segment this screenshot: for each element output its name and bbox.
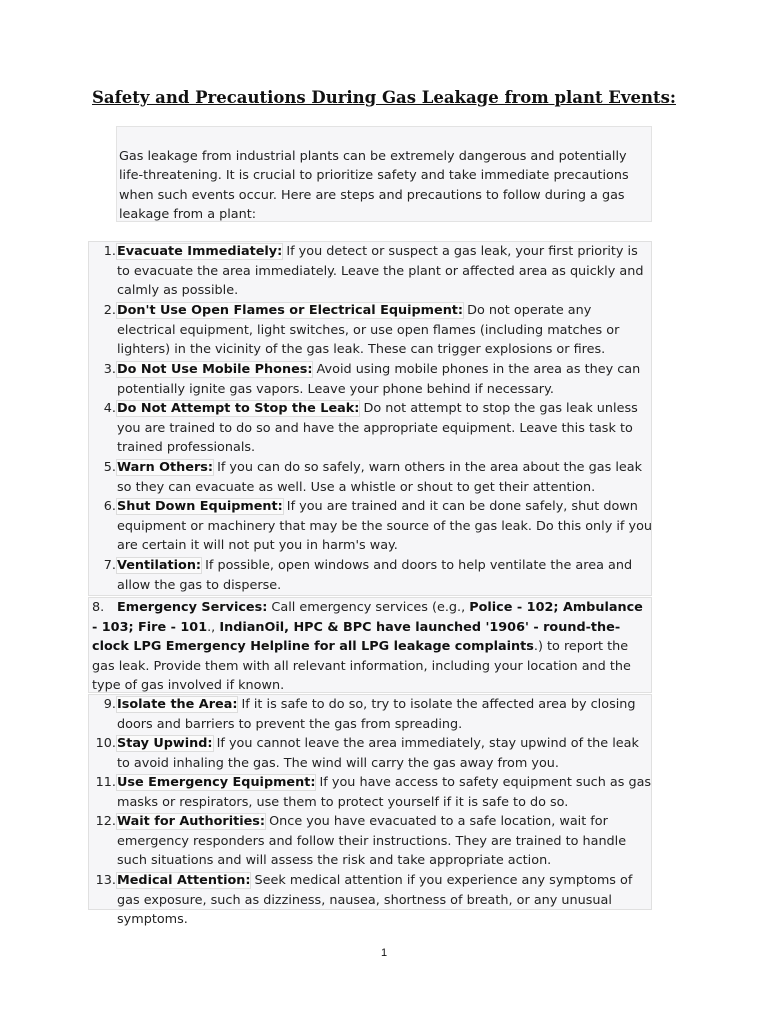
- item-heading: Emergency Services:: [117, 600, 268, 615]
- item-text: If you detect or suspect a gas leak, your first priority is to evacuate the area immediately. Leave the plant or affected area as quickly and calmly as possible.: [117, 244, 644, 299]
- item-heading: Do Not Use Mobile Phones:: [117, 362, 313, 377]
- item-number: 12.: [95, 814, 116, 829]
- intro-paragraph: Gas leakage from industrial plants can be extremely dangerous and potentially life-threatening. It is crucial to prioritize safety and take immediate precautions when such events occur. Here are steps and precautions to follow during a gas leakage from a plant:: [116, 126, 652, 222]
- item-number: 7.: [103, 558, 116, 573]
- item-text: Do not attempt to stop the gas leak unless you are trained to do so and have the appropriate equipment. Leave this task to trained professionals.: [117, 401, 638, 456]
- item-heading: Don't Use Open Flames or Electrical Equipment:: [117, 303, 464, 318]
- item-heading: Stay Upwind:: [117, 736, 213, 751]
- item-text: .,: [207, 619, 220, 635]
- lpg-helpline: IndianOil, HPC & BPC have launched '1906' - round-the-clock LPG Emergency Helpline for all LPG leakage complaints: [92, 619, 621, 655]
- item-text: Seek medical attention if you experience any symptoms of gas exposure, such as dizziness, nausea, shortness of breath, or any unusual symptoms.: [117, 873, 633, 928]
- item-text: If you cannot leave the area immediately, stay upwind of the leak to avoid inhaling the gas. The wind will carry the gas away from you.: [117, 736, 639, 771]
- item-heading: Warn Others:: [117, 460, 214, 475]
- emergency-item: [92, 598, 648, 696]
- item-number: 2.: [103, 303, 116, 318]
- item-number: 5.: [103, 460, 116, 475]
- emergency-numbers: Police - 102; Ambulance - 103; Fire - 101: [92, 600, 643, 635]
- item-heading: Isolate the Area:: [117, 697, 238, 712]
- item-text: If possible, open windows and doors to help ventilate the area and allow the gas to disperse.: [117, 558, 633, 593]
- item-number: 6.: [103, 499, 116, 514]
- item-text: Call emergency services (e.g.,: [267, 600, 470, 615]
- item-text: Avoid using mobile phones in the area as they can potentially ignite gas vapors. Leave your phone behind if necessary.: [117, 362, 641, 397]
- item-text: If you have access to safety equipment such as gas masks or respirators, use them to protect yourself if it is safe to do so.: [117, 775, 652, 810]
- item-heading: Do Not Attempt to Stop the Leak:: [117, 401, 360, 416]
- item-number: 11.: [95, 775, 116, 790]
- item-number: 10.: [95, 736, 116, 751]
- item-heading: Ventilation:: [117, 558, 202, 573]
- item-heading: Medical Attention:: [117, 873, 251, 888]
- item-heading: Evacuate Immediately:: [117, 244, 283, 259]
- item-number: 3.: [103, 362, 116, 377]
- item-number: 8.: [92, 600, 105, 615]
- item-number: 9.: [103, 697, 116, 712]
- item-number: 4.: [103, 401, 116, 416]
- item-heading: Shut Down Equipment:: [117, 499, 283, 514]
- item-text: Once you have evacuated to a safe location, wait for emergency responders and follow their instructions. They are trained to handle such situations and will assess the risk and take appropriate action.: [117, 814, 627, 869]
- page-number: 1: [380, 947, 388, 959]
- item-text: .) to report the gas leak. Provide them with all relevant information, including your location and the type of gas involved if known.: [92, 639, 631, 694]
- item-heading: Use Emergency Equipment:: [117, 775, 316, 790]
- item-text: Do not operate any electrical equipment, light switches, or use open flames (including matches or lighters) in the vicinity of the gas leak. These can trigger explosions or fires.: [117, 303, 620, 358]
- item-number: 1.: [103, 244, 116, 259]
- document-title: Safety and Precautions During Gas Leakage from plant Events:: [92, 88, 676, 107]
- item-text: If it is safe to do so, try to isolate the affected area by closing doors and barriers to prevent the gas from spreading.: [117, 697, 636, 732]
- item-text: If you are trained and it can be done safely, shut down equipment or machinery that may be the source of the gas leak. Do this only if you are certain it will not put you in harm's way.: [117, 499, 653, 554]
- item-text: If you can do so safely, warn others in the area about the gas leak so they can evacuate as well. Use a whistle or shout to get their attention.: [117, 460, 642, 495]
- item-number: 13.: [95, 873, 116, 888]
- item-heading: Wait for Authorities:: [117, 814, 266, 829]
